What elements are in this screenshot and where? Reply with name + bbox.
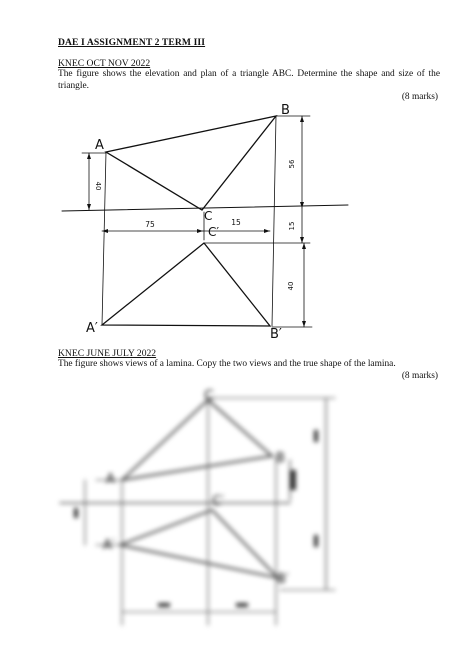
lamina-label-b-prime: B′ — [277, 572, 289, 587]
lamina-label-b: B — [276, 451, 285, 466]
label-c-prime: C′ — [208, 225, 220, 239]
question1-text: The figure shows the elevation and plan of a triangle ABC. Determine the shape and size of the triangle. — [58, 69, 440, 91]
dimension-label-75: 75 — [145, 220, 155, 229]
document-title: DAE I ASSIGNMENT 2 TERM III — [58, 37, 206, 48]
question2-heading: KNEC JUNE JULY 2022 — [58, 348, 157, 359]
lamina-label-c: C — [204, 388, 214, 404]
lamina-label-a-prime: A′ — [103, 538, 115, 553]
label-c: C — [204, 209, 213, 223]
question1-marks: (8 marks) — [401, 92, 438, 102]
dimension-label-40-left: 40 — [94, 181, 102, 191]
dimension-label-15-horizontal: 15 — [231, 218, 241, 227]
dimension-label-56: 56 — [288, 159, 296, 169]
dimension-label-40-right: 40 — [287, 281, 295, 291]
question1-heading: KNEC OCT NOV 2022 — [58, 58, 151, 69]
label-b-prime: B′ — [270, 327, 282, 342]
question2-text: The figure shows views of a lamina. Copy the two views and the true shape of the lamina. — [58, 359, 396, 369]
label-b: B — [281, 103, 290, 118]
label-a-prime: A′ — [86, 321, 98, 336]
question2-marks: (8 marks) — [401, 371, 438, 381]
lamina-label-c-prime: C′ — [212, 494, 225, 509]
dimension-label-15-vertical: 15 — [288, 221, 296, 231]
label-a: A — [95, 138, 104, 153]
lamina-label-a: A — [106, 472, 115, 487]
